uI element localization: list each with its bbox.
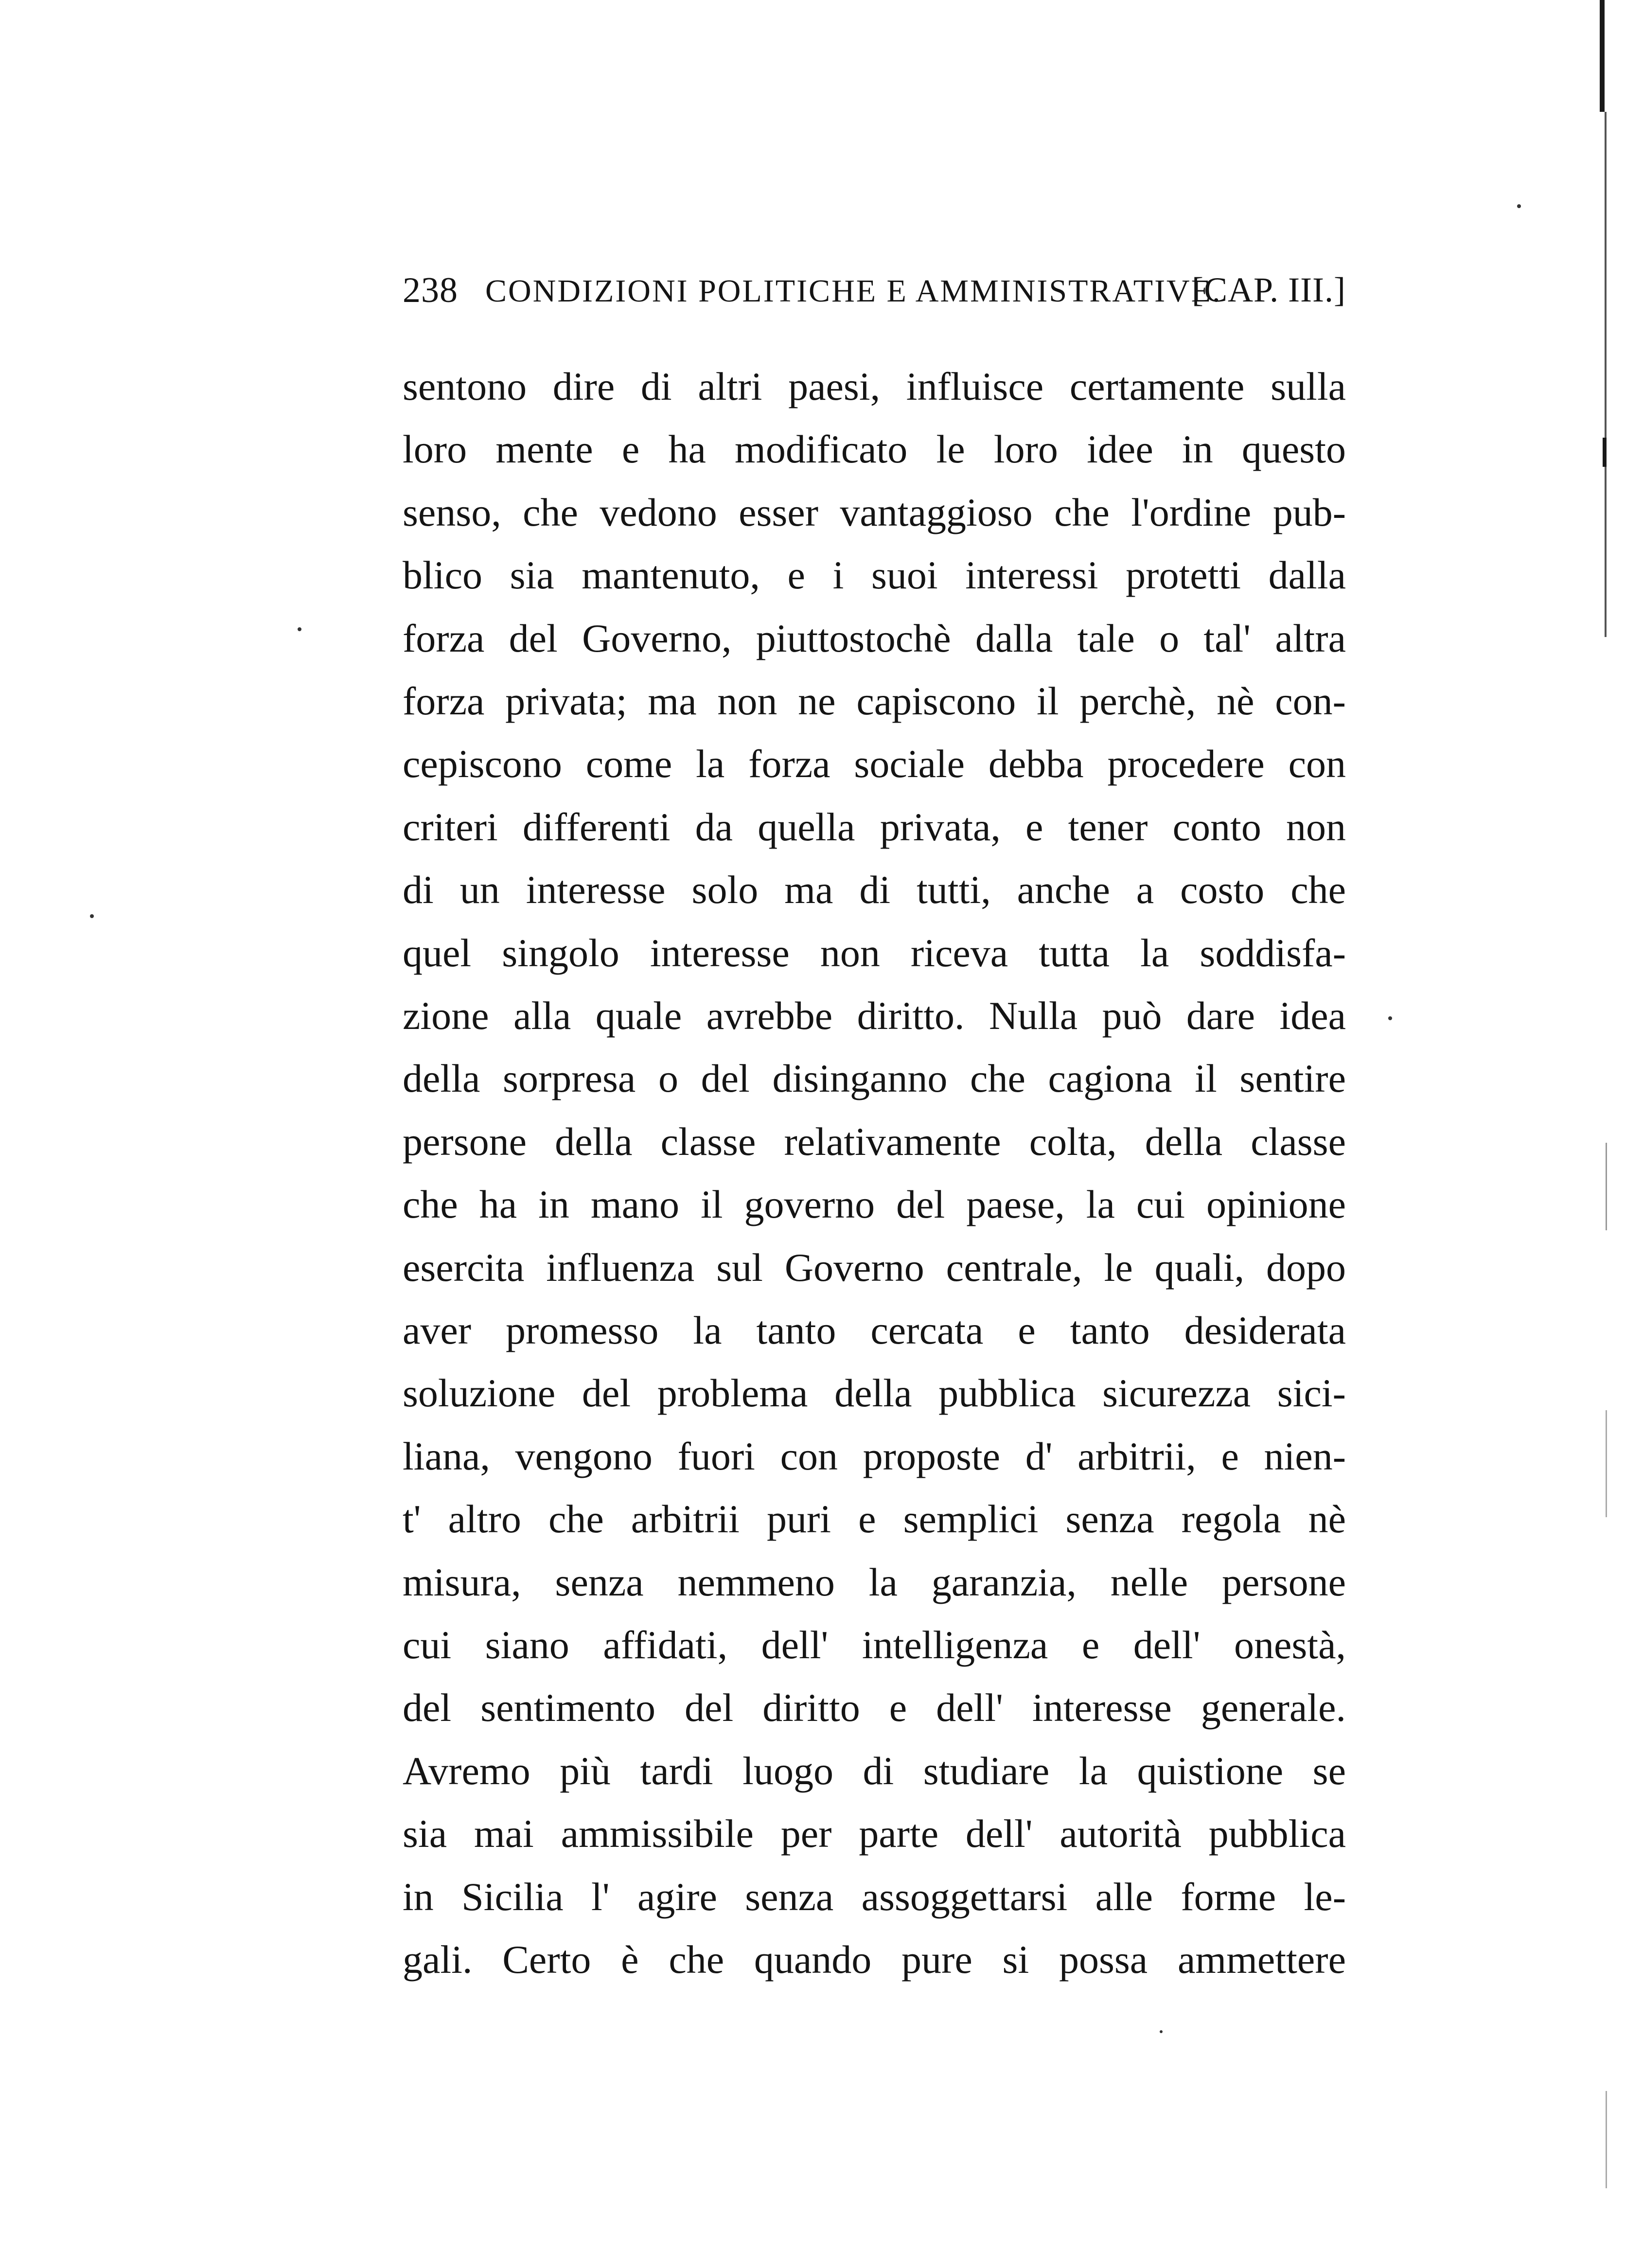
text-line: zione alla quale avrebbe diritto. Nulla può dare idea <box>403 993 1346 1038</box>
text-line: cepiscono come la forza sociale debba procedere con <box>403 742 1346 786</box>
text-line: criteri differenti da quella privata, e tener conto non <box>403 804 1346 849</box>
scan-edge-mark <box>1605 112 1607 637</box>
text-line: quel singolo interesse non riceva tutta la soddisfa- <box>403 930 1346 975</box>
scan-edge-mark <box>1603 438 1607 467</box>
text-line: sentono dire di altri paesi, influisce certamente sulla <box>403 364 1346 408</box>
text-line: di un interesse solo ma di tutti, anche a costo che <box>403 868 1346 912</box>
text-line: t' altro che arbitrii puri e semplici senza regola nè <box>403 1497 1346 1542</box>
text-line: forza privata; ma non ne capiscono il perchè, nè con- <box>403 679 1346 723</box>
text-line: aver promesso la tanto cercata e tanto desiderata <box>403 1308 1346 1352</box>
text-line: soluzione del problema della pubblica sicurezza sici- <box>403 1371 1346 1416</box>
scan-speck <box>1160 2030 1163 2033</box>
scan-speck <box>90 914 94 918</box>
text-line: persone della classe relativamente colta, della classe <box>403 1119 1346 1164</box>
scan-edge-mark <box>1600 0 1605 112</box>
text-line: liana, vengono fuori con proposte d' arbitrii, e nien- <box>403 1434 1346 1478</box>
text-line: cui siano affidati, dell' intelligenza e dell' onestà, <box>403 1623 1346 1667</box>
scan-edge-mark <box>1606 2091 1607 2188</box>
text-line: loro mente e ha modificato le loro idee in questo <box>403 427 1346 472</box>
text-line: della sorpresa o del disinganno che cagiona il sentire <box>403 1056 1346 1101</box>
text-line: senso, che vedono esser vantaggioso che l'ordine pub- <box>403 490 1346 534</box>
text-line: Avremo più tardi luogo di studiare la quistione se <box>403 1748 1346 1793</box>
text-line: sia mai ammissibile per parte dell' autorità pubblica <box>403 1811 1346 1856</box>
scan-speck <box>298 627 301 631</box>
scan-speck <box>1517 204 1521 208</box>
page-number: 238 <box>403 270 458 310</box>
text-line: che ha in mano il governo del paese, la cui opinione <box>403 1182 1346 1227</box>
chapter-label: [CAP. III.] <box>1192 270 1346 309</box>
text-line: misura, senza nemmeno la garanzia, nelle persone <box>403 1559 1346 1604</box>
scan-speck <box>1388 1016 1392 1020</box>
scan-edge-mark <box>1606 1410 1607 1517</box>
running-header <box>403 270 1346 323</box>
text-line: del sentimento del diritto e dell' interesse generale. <box>403 1685 1346 1730</box>
scan-edge-mark <box>1606 1143 1607 1230</box>
text-line: in Sicilia l' agire senza assoggettarsi alle forme le- <box>403 1874 1346 1919</box>
text-line: esercita influenza sul Governo centrale, le quali, dopo <box>403 1245 1346 1290</box>
text-line: blico sia mantenuto, e i suoi interessi protetti dalla <box>403 553 1346 598</box>
running-title: CONDIZIONI POLITICHE E AMMINISTRATIVE. <box>485 273 1222 309</box>
text-line: gali. Certo è che quando pure si possa ammettere <box>403 1937 1346 1982</box>
text-line: forza del Governo, piuttostochè dalla tale o tal' altra <box>403 616 1346 660</box>
